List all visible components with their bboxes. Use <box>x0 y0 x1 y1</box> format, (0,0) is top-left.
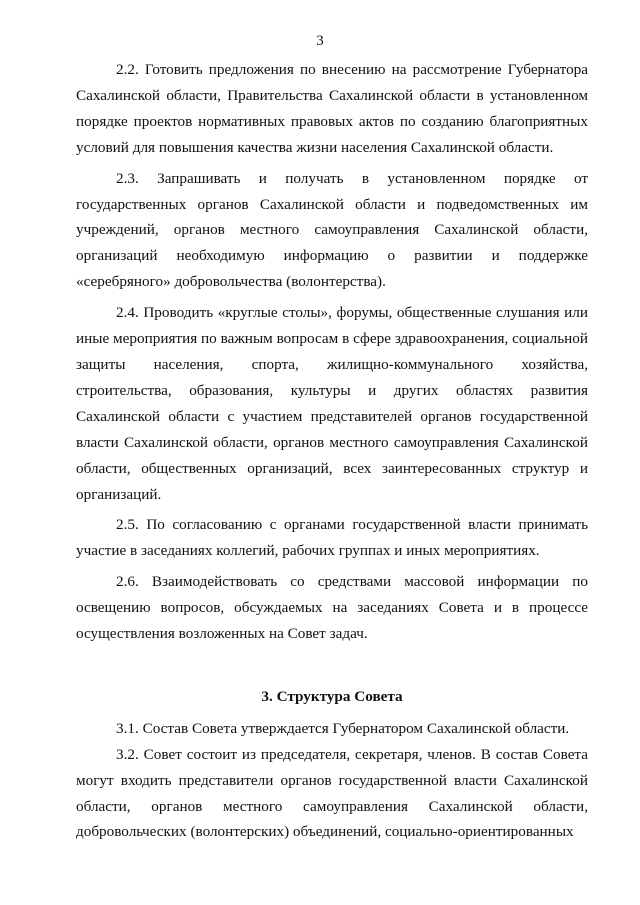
paragraph-3-2: 3.2. Совет состоит из председателя, секретаря, членов. В состав Совета могут входить представители органов государственной власти Сахалинской области, органов местного самоуправления Сахалинской области, добровольческих (волонтерских) объединений, социально-ориентированных <box>76 745 588 841</box>
paragraph-2-2: 2.2. Готовить предложения по внесению на рассмотрение Губернатора Сахалинской области, Правительства Сахалинской области в установленном порядке проектов нормативных правовых актов по созданию благоприятных условий для повышения качества жизни населения Сахалинской области. <box>76 61 588 156</box>
paragraph-3-1: 3.1. Состав Совета утверждается Губернатором Сахалинской области. <box>116 719 570 737</box>
paragraph-2-4: 2.4. Проводить «круглые столы», форумы, общественные слушания или иные мероприятия по важным вопросам в сфере здравоохранения, социальной защиты населения, спорта, жилищно-коммунального хозяйства, строительства, образования, культуры и других областях развития Сахалинской области с участием представителей органов государственной власти Сахалинской области, органов местного самоуправления Сахалинской области, общественных организаций, всех заинтересованных структур и организаций. <box>76 304 588 503</box>
paragraph-2-3: 2.3. Запрашивать и получать в установленном порядке от государственных органов Сахалинской области и подведомственных им учреждений, органов местного самоуправления Сахалинской области, организаций необходимую информацию о развитии и поддержке «серебряного» добровольчества (волонтерства). <box>76 169 588 291</box>
section-heading: 3. Структура Совета <box>261 687 403 705</box>
document-body <box>76 57 588 845</box>
page-number: 3 <box>316 33 324 49</box>
paragraph-2-6: 2.6. Взаимодействовать со средствами массовой информации по освещению вопросов, обсуждаемых на заседаниях Совета и в процессе осуществления возложенных на Совет задач. <box>76 573 588 643</box>
paragraph-2-5: 2.5. По согласованию с органами государственной власти принимать участие в заседаниях коллегий, рабочих группах и иных мероприятиях. <box>76 516 588 560</box>
